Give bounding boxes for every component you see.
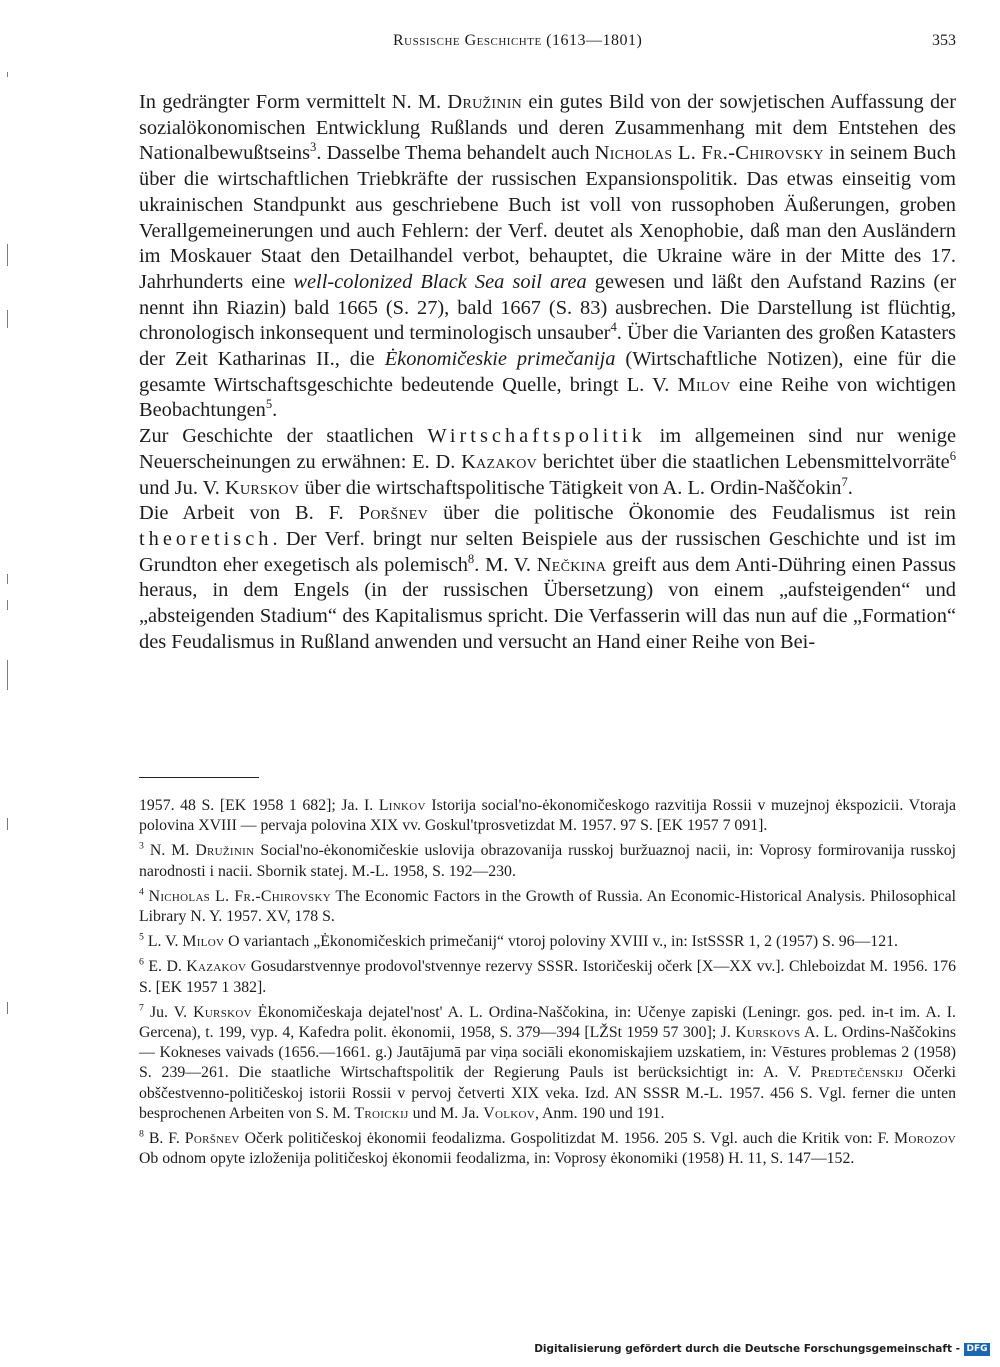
footnote-number: 6 [139,957,144,969]
source-title: Ėkonomičeskie primečanija [384,348,616,371]
footnote: $^8$ B. F. Poršnev Očerk političeskoj ėkonomii feodalizma. Gospolitizdat M. 1956. 205 S. Vgl. auch die Kritik von: F. Morozov Ob odnom opyte izloženija političeskoj ėkonomii feodalizma, in: Voprosy ėkonomiki (1958) H. 11, S. 147—152. [139,1128,957,1168]
author-name: Nicholas L. Fr.-Chirovsky [148,887,331,905]
margin-mark [7,818,8,830]
footnote: $^4$ Nicholas L. Fr.-Chirovsky The Economic Factors in the Growth of Russia. An Economic-Historical Analysis. Philosophical Library N. Y. 1957. XV, 178 S. [139,886,957,926]
author-name: Družinin [447,91,523,113]
author-name: Kurskovs [735,1024,801,1042]
emphasis: theoretisch [139,527,273,550]
dfg-logo-icon: DFG [964,1343,990,1356]
emphasis: Wirtschaftspolitik [427,425,646,448]
margin-mark [7,660,8,690]
credit-text: Digitalisierung gefördert durch die Deutsche Forschungsgemeinschaft - [534,1343,960,1355]
footnote: $^6$ E. D. Kazakov Gosudarstvennye prodovol'stvennye rezervy SSSR. Istoričeskij očerk [X—XX vv.]. Chleboizdat M. 1956. 176 S. [EK 1957 1 382]. [139,957,956,996]
footnote: $^5$ L. V. Milov O variantach „Ėkonomičeskich primečanij“ vtoroj poloviny XVIII v., in: IstSSSR 1, 2 (1957) S. 96—121. [139,931,898,951]
footnotes [139,796,956,1174]
main-text [139,90,956,655]
author-name: Morozov [894,1130,957,1148]
footnote-ref: 7 [841,474,848,489]
quoted-phrase: well-colonized Black Sea soil area [293,270,587,293]
paragraph: In gedrängter Form vermittelt N. M. Družinin ein gutes Bild von der sowjetischen Auffassung der sozialökonomischen Entwicklung Rußlands und deren Zusammenhang mit dem Entstehen des Nationalbewußtseins$^3$. Dasselbe Thema behandelt auch Nicholas L. Fr.-Chirovsky in seinem Buch über die wirtschaftlichen Triebkräfte der russischen Expansionspolitik. Das etwas einseitig vom ukrainischen Standpunkt aus geschriebene Buch ist voll von russophoben Äußerungen, groben Verallgemeinerungen und auch Fehlern: der Verf. deutet als Xenophobie, daß man den Ausländern im Moskauer Staat den Detailhandel verbot, behauptet, die Ukraine wäre in der Mitte des 17. Jahrhunderts eine well-colonized Black Sea soil area gewesen und läßt den Aufstand Razins (er nennt ihn Riazin) bald 1665 (S. 27), bald 1667 (S. 83) ausbrechen. Die Darstellung ist flüchtig, chronologisch inkonsequent und terminologisch unsauber$^4$. Über die Varianten des großen Katasters der Zeit Katharinas II., die Ėkonomičeskie primečanija (Wirtschaftliche Notizen), eine für die gesamte Wirtschaftsgeschichte bedeutende Quelle, bringt L. V. Milov eine Reihe von wichtigen Beobachtungen$^5$. [139,91,956,422]
footnote-number: 7 [139,1002,144,1014]
author-name: Kurskov [193,1003,252,1021]
footnote-rule [139,777,259,778]
margin-mark [7,310,8,328]
running-title: Russische Geschichte (1613—1801) [393,32,643,49]
author-name: Nečkina [536,553,607,576]
footnote-ref: 8 [467,551,475,566]
author-name: Milov [182,933,225,951]
author-name: Volkov [483,1104,535,1122]
author-name: Kurskov [224,476,300,499]
author-name: Kazakov [461,450,538,473]
page-number: 353 [932,32,956,49]
footnote: $^7$ Ju. V. Kurskov Ėkonomičeskaja dejatel'nost' A. L. Ordina-Naščokina, in: Učenye zapiski (Leningr. gos. ped. in-t im. A. I. Gercena), t. 199, vyp. 4, Kafedra polit. ėkonomii, 1958, S. 379—394 [LŽSt 1959 57 300]; J. Kurskovs A. L. Ordins-Naščokins — Kokneses vaivads (1656.—1661. g.) Jautājumā par viņa sociāli ekonomiskajiem uzskatiem, in: Vēstures problemas 2 (1958) S. 239—261. Die staatliche Wirtschaftspolitik der Regierung Pauls ist berücksichtigt in: A. V. Predtečenskij Očerki obščestvenno-političeskoj istorii Rossii v pervoj četverti XIX veka. Izd. AN SSSR M.-L. 1957. 456 S. Vgl. ferner die unten besprochenen Arbeiten von S. M. Troickij und M. Ja. Volkov, Anm. 190 und 191. [139,1002,956,1122]
footnote: $^3$ N. M. Družinin Social'no-ėkonomičeskie uslovija obrazovanija russkoj buržuaznoj nacii, in: Voprosy formirovanija russkoj narodnosti i nacii. Sbornik statej. M.-L. 1958, S. 192—230. [139,841,956,880]
footnote-number: 4 [139,886,144,898]
footnote-ref: 6 [949,449,957,464]
margin-mark [7,1002,8,1014]
author-name: Poršnev [184,1130,240,1148]
footnote-ref: 3 [310,140,317,155]
author-name: Predtečenskij [811,1064,904,1082]
running-header [139,32,956,58]
author-name: Nicholas L. Fr.-Chirovsky [594,142,824,165]
footnote-number: 3 [139,841,144,853]
footnote-continuation: 1957. 48 S. [EK 1958 1 682]; Ja. I. Linkov Istorija social'no-ėkonomičeskogo razvitija Rossii v muzejnoj ėkspozicii. Vtoraja polovina XVIII — pervaja polovina XIX vv. Goskul'tprosvetizdat M. 1957. 97 S. [EK 1957 7 091]. [139,797,956,835]
author-name: Linkov [378,797,426,814]
author-name: Poršnev [358,502,429,525]
author-name: Kazakov [186,958,247,976]
margin-mark [7,72,8,77]
author-name: Troickij [354,1104,409,1122]
footnote-ref: 5 [265,397,273,412]
margin-mark [7,600,8,610]
paragraph: Die Arbeit von B. F. Poršnev über die politische Ökonomie des Feudalismus ist rein theoretisch. Der Verf. bringt nur selten Beispiele aus der russischen Geschichte und ist im Grundton eher exegetisch als polemisch$^8$. M. V. Nečkina greift aus dem Anti-Dühring einen Passus heraus, in dem Engels (in der russischen Übersetzung) von einem „aufsteigenden“ und „absteigenden Stadium“ des Kapitalismus spricht. Die Verfasserin will das nun auf die „Formation“ des Feudalismus in Rußland anwenden und versucht an Hand einer Reihe von Bei- [139,502,957,653]
margin-mark [7,574,8,584]
digitization-credit [534,1341,990,1357]
author-name: Milov [677,373,731,396]
margin-mark [7,244,8,266]
author-name: Družinin [195,842,255,860]
footnote-number: 8 [139,1128,144,1140]
footnote-ref: 4 [610,320,617,335]
footnote-number: 5 [139,931,144,943]
paragraph: Zur Geschichte der staatlichen Wirtschaftspolitik im allgemeinen sind nur wenige Neuerscheinungen zu erwähnen: E. D. Kazakov berichtet über die staatlichen Lebensmittelvorräte$^6$ und Ju. V. Kurskov über die wirtschaftspolitische Tätigkeit von A. L. Ordin-Naščokin$^7$. [139,425,957,499]
